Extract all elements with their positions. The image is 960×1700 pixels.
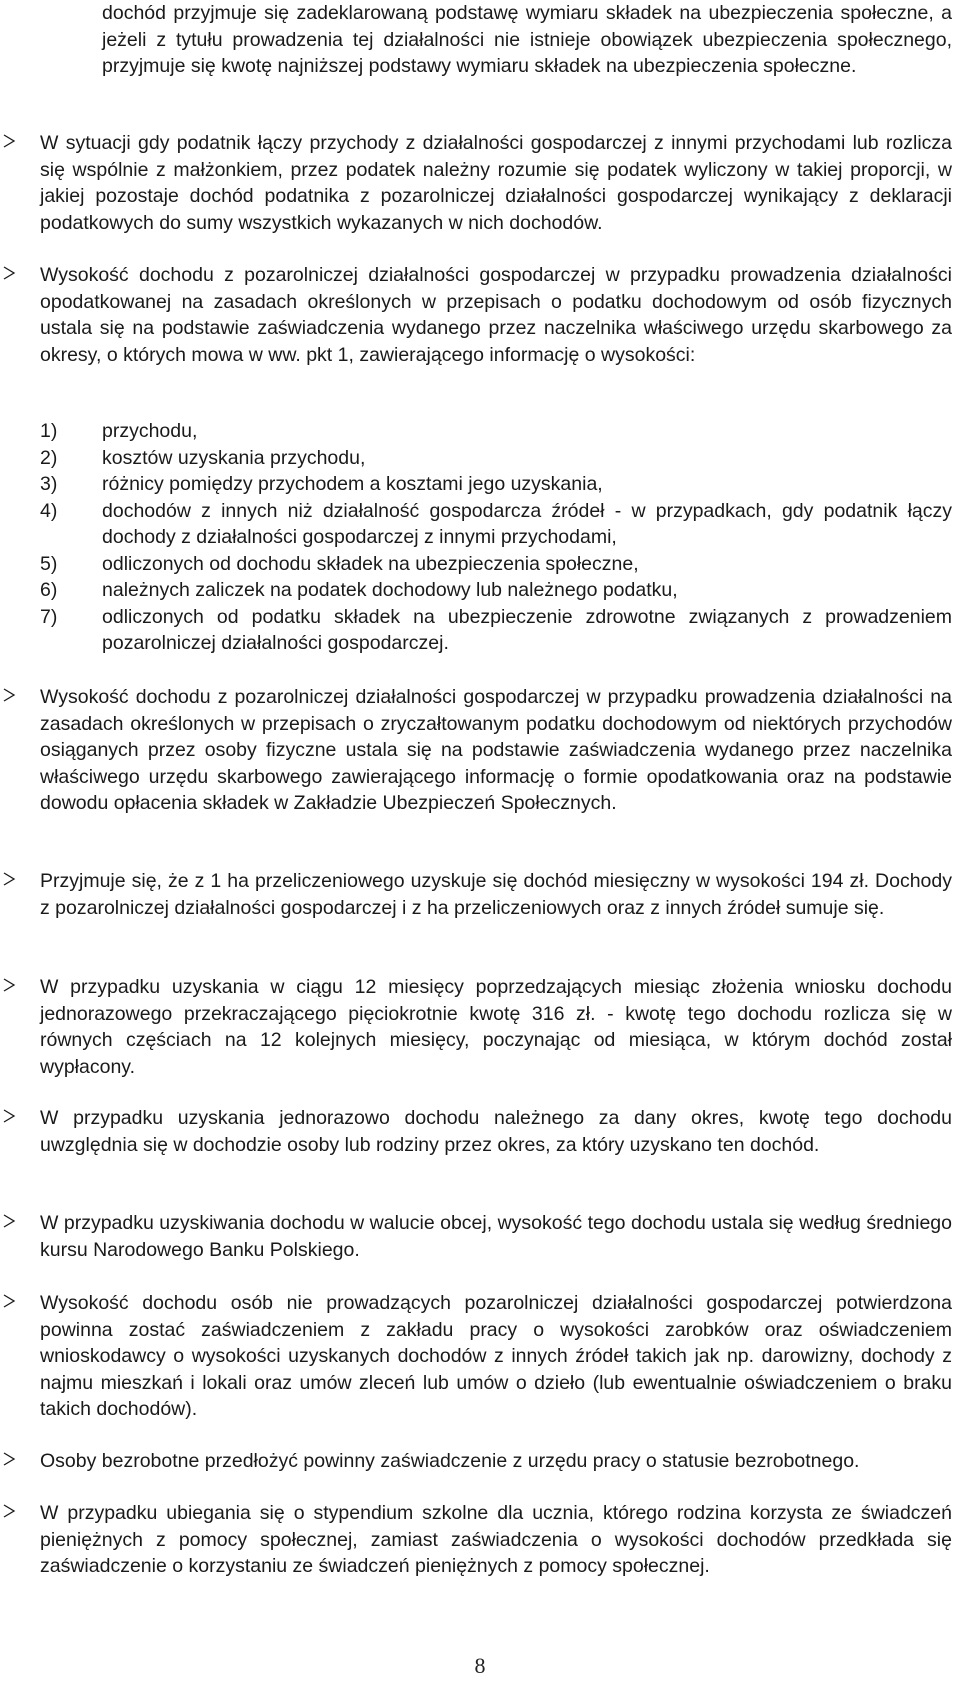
list-item [40, 551, 952, 578]
list-text: kosztów uzyskania przychodu, [102, 446, 366, 469]
list-text: odliczonych od dochodu składek na ubezpieczenia społeczne, [102, 552, 639, 575]
list-number: 6) [40, 579, 58, 601]
arrow-bullet-icon [2, 1290, 22, 1316]
arrow-bullet-icon [2, 1105, 22, 1131]
bullet-paragraph [40, 1290, 952, 1423]
bullet-paragraph [40, 262, 952, 368]
list-item [40, 471, 952, 498]
bullet-text: Wysokość dochodu osób nie prowadzących pozarolniczej działalności gospodarczej potwierdzona powinna zostać zaświadczeniem z zakładu pracy o wysokości zarobków oraz oświadczeniem wnioskodawcy o wysokości uzyskanych dochodów z innych źródeł takich jak np. darowizny, dochody z najmu mieszkań i lokali oraz umów zleceń lub umów o dzieło (lub ewentualnie oświadczeniem o braku takich dochodów). [40, 1292, 952, 1420]
bullet-paragraph [40, 1500, 952, 1580]
bullet-paragraph [40, 1210, 952, 1263]
bullet-text: W przypadku uzyskiwania dochodu w walucie obcej, wysokość tego dochodu ustala się według średniego kursu Narodowego Banku Polskiego. [40, 1212, 952, 1261]
bullet-paragraph [40, 1448, 952, 1475]
arrow-bullet-icon [2, 130, 22, 156]
numbered-list [40, 418, 952, 657]
intro-paragraph: dochód przyjmuje się zadeklarowaną podstawę wymiaru składek na ubezpieczenia społeczne, a jeżeli z tytułu prowadzenia tej działalności nie istnieje obowiązek ubezpieczenia społecznego, przyjmuje się kwotę najniższej podstawy wymiaru składek na ubezpieczenia społeczne. [102, 2, 952, 77]
bullet-text: Wysokość dochodu z pozarolniczej działalności gospodarczej w przypadku prowadzenia działalności opodatkowanej na zasadach określonych w przepisach o podatku dochodowym od osób fizycznych ustala się na podstawie zaświadczenia wydanego przez naczelnika właściwego urzędu skarbowego za okresy, o których mowa w ww. pkt 1, zawierającego informację o wysokości: [40, 264, 952, 366]
arrow-bullet-icon [2, 684, 22, 710]
bullet-paragraph [40, 130, 952, 236]
arrow-bullet-icon [2, 1210, 22, 1236]
bullet-paragraph [40, 684, 952, 817]
list-item [40, 418, 952, 445]
list-number: 3) [40, 473, 58, 495]
bullet-paragraph [40, 974, 952, 1080]
list-text: przychodu, [102, 420, 198, 442]
list-item [40, 498, 952, 551]
bullet-paragraph [40, 1105, 952, 1158]
list-item [40, 604, 952, 657]
list-item [40, 445, 952, 472]
list-number: 5) [40, 552, 58, 575]
arrow-bullet-icon [2, 868, 22, 894]
list-number: 4) [40, 499, 58, 522]
page-number: 8 [474, 1653, 486, 1678]
list-text: odliczonych od podatku składek na ubezpieczenie zdrowotne związanych z prowadzeniem pozarolniczej działalności gospodarczej. [102, 605, 952, 654]
bullet-text: W sytuacji gdy podatnik łączy przychody z działalności gospodarczej z innymi przychodami lub rozlicza się wspólnie z małżonkiem, przez podatek należny rozumie się podatek wyliczony w takiej proporcji, w jakiej pozostaje dochód podatnika z pozarolniczej działalności gospodarczej wynikający z deklaracji podatkowych do sumy wszystkich wykazanych w nich dochodów. [40, 132, 952, 234]
list-number: 1) [40, 420, 58, 442]
bullet-text: W przypadku uzyskania jednorazowo dochodu należnego za dany okres, kwotę tego dochodu uwzględnia się w dochodzie osoby lub rodziny przez okres, za który uzyskano ten dochód. [40, 1107, 952, 1156]
bullet-text: Wysokość dochodu z pozarolniczej działalności gospodarczej w przypadku prowadzenia działalności na zasadach określonych w przepisach o zryczałtowanym podatku dochodowym od niektórych przychodów osiąganych przez osoby fizyczne ustala się na podstawie zaświadczenia wydanego przez naczelnika właściwego urzędu skarbowego zawierającego informację o formie opodatkowania oraz na podstawie dowodu opłacenia składek w Zakładzie Ubezpieczeń Społecznych. [40, 686, 952, 814]
arrow-bullet-icon [2, 974, 22, 1000]
arrow-bullet-icon [2, 1500, 22, 1526]
bullet-text: W przypadku ubiegania się o stypendium szkolne dla ucznia, którego rodzina korzysta ze świadczeń pieniężnych z pomocy społecznej, zamiast zaświadczenia o wysokości dochodów przedkłada się zaświadczenie o korzystaniu ze świadczeń pieniężnych z pomocy społecznej. [40, 1502, 952, 1577]
list-item [40, 577, 952, 604]
list-text: dochodów z innych niż działalność gospodarcza źródeł - w przypadkach, gdy podatnik łączy dochody z działalności gospodarczej z innymi przychodami, [102, 499, 952, 548]
bullet-text: Osoby bezrobotne przedłożyć powinny zaświadczenie z urzędu pracy o statusie bezrobotnego. [40, 1450, 860, 1472]
bullet-text: Przyjmuje się, że z 1 ha przeliczeniowego uzyskuje się dochód miesięczny w wysokości 194 zł. Dochody z pozarolniczej działalności gospodarczej i z ha przeliczeniowych oraz z innych źródeł sumuje się. [40, 870, 952, 919]
arrow-bullet-icon [2, 1448, 22, 1474]
list-text: należnych zaliczek na podatek dochodowy lub należnego podatku, [102, 579, 678, 601]
bullet-paragraph [40, 868, 952, 921]
list-number: 2) [40, 446, 58, 469]
bullet-text: W przypadku uzyskania w ciągu 12 miesięcy poprzedzających miesiąc złożenia wniosku dochodu jednorazowego przekraczającego pięciokrotnie kwotę 316 zł. - kwotę tego dochodu rozlicza się w równych częściach na 12 kolejnych miesięcy, poczynając od miesiąca, w którym dochód został wypłacony. [40, 976, 952, 1078]
list-text: różnicy pomiędzy przychodem a kosztami jego uzyskania, [102, 473, 603, 495]
list-number: 7) [40, 605, 58, 628]
arrow-bullet-icon [2, 262, 22, 288]
